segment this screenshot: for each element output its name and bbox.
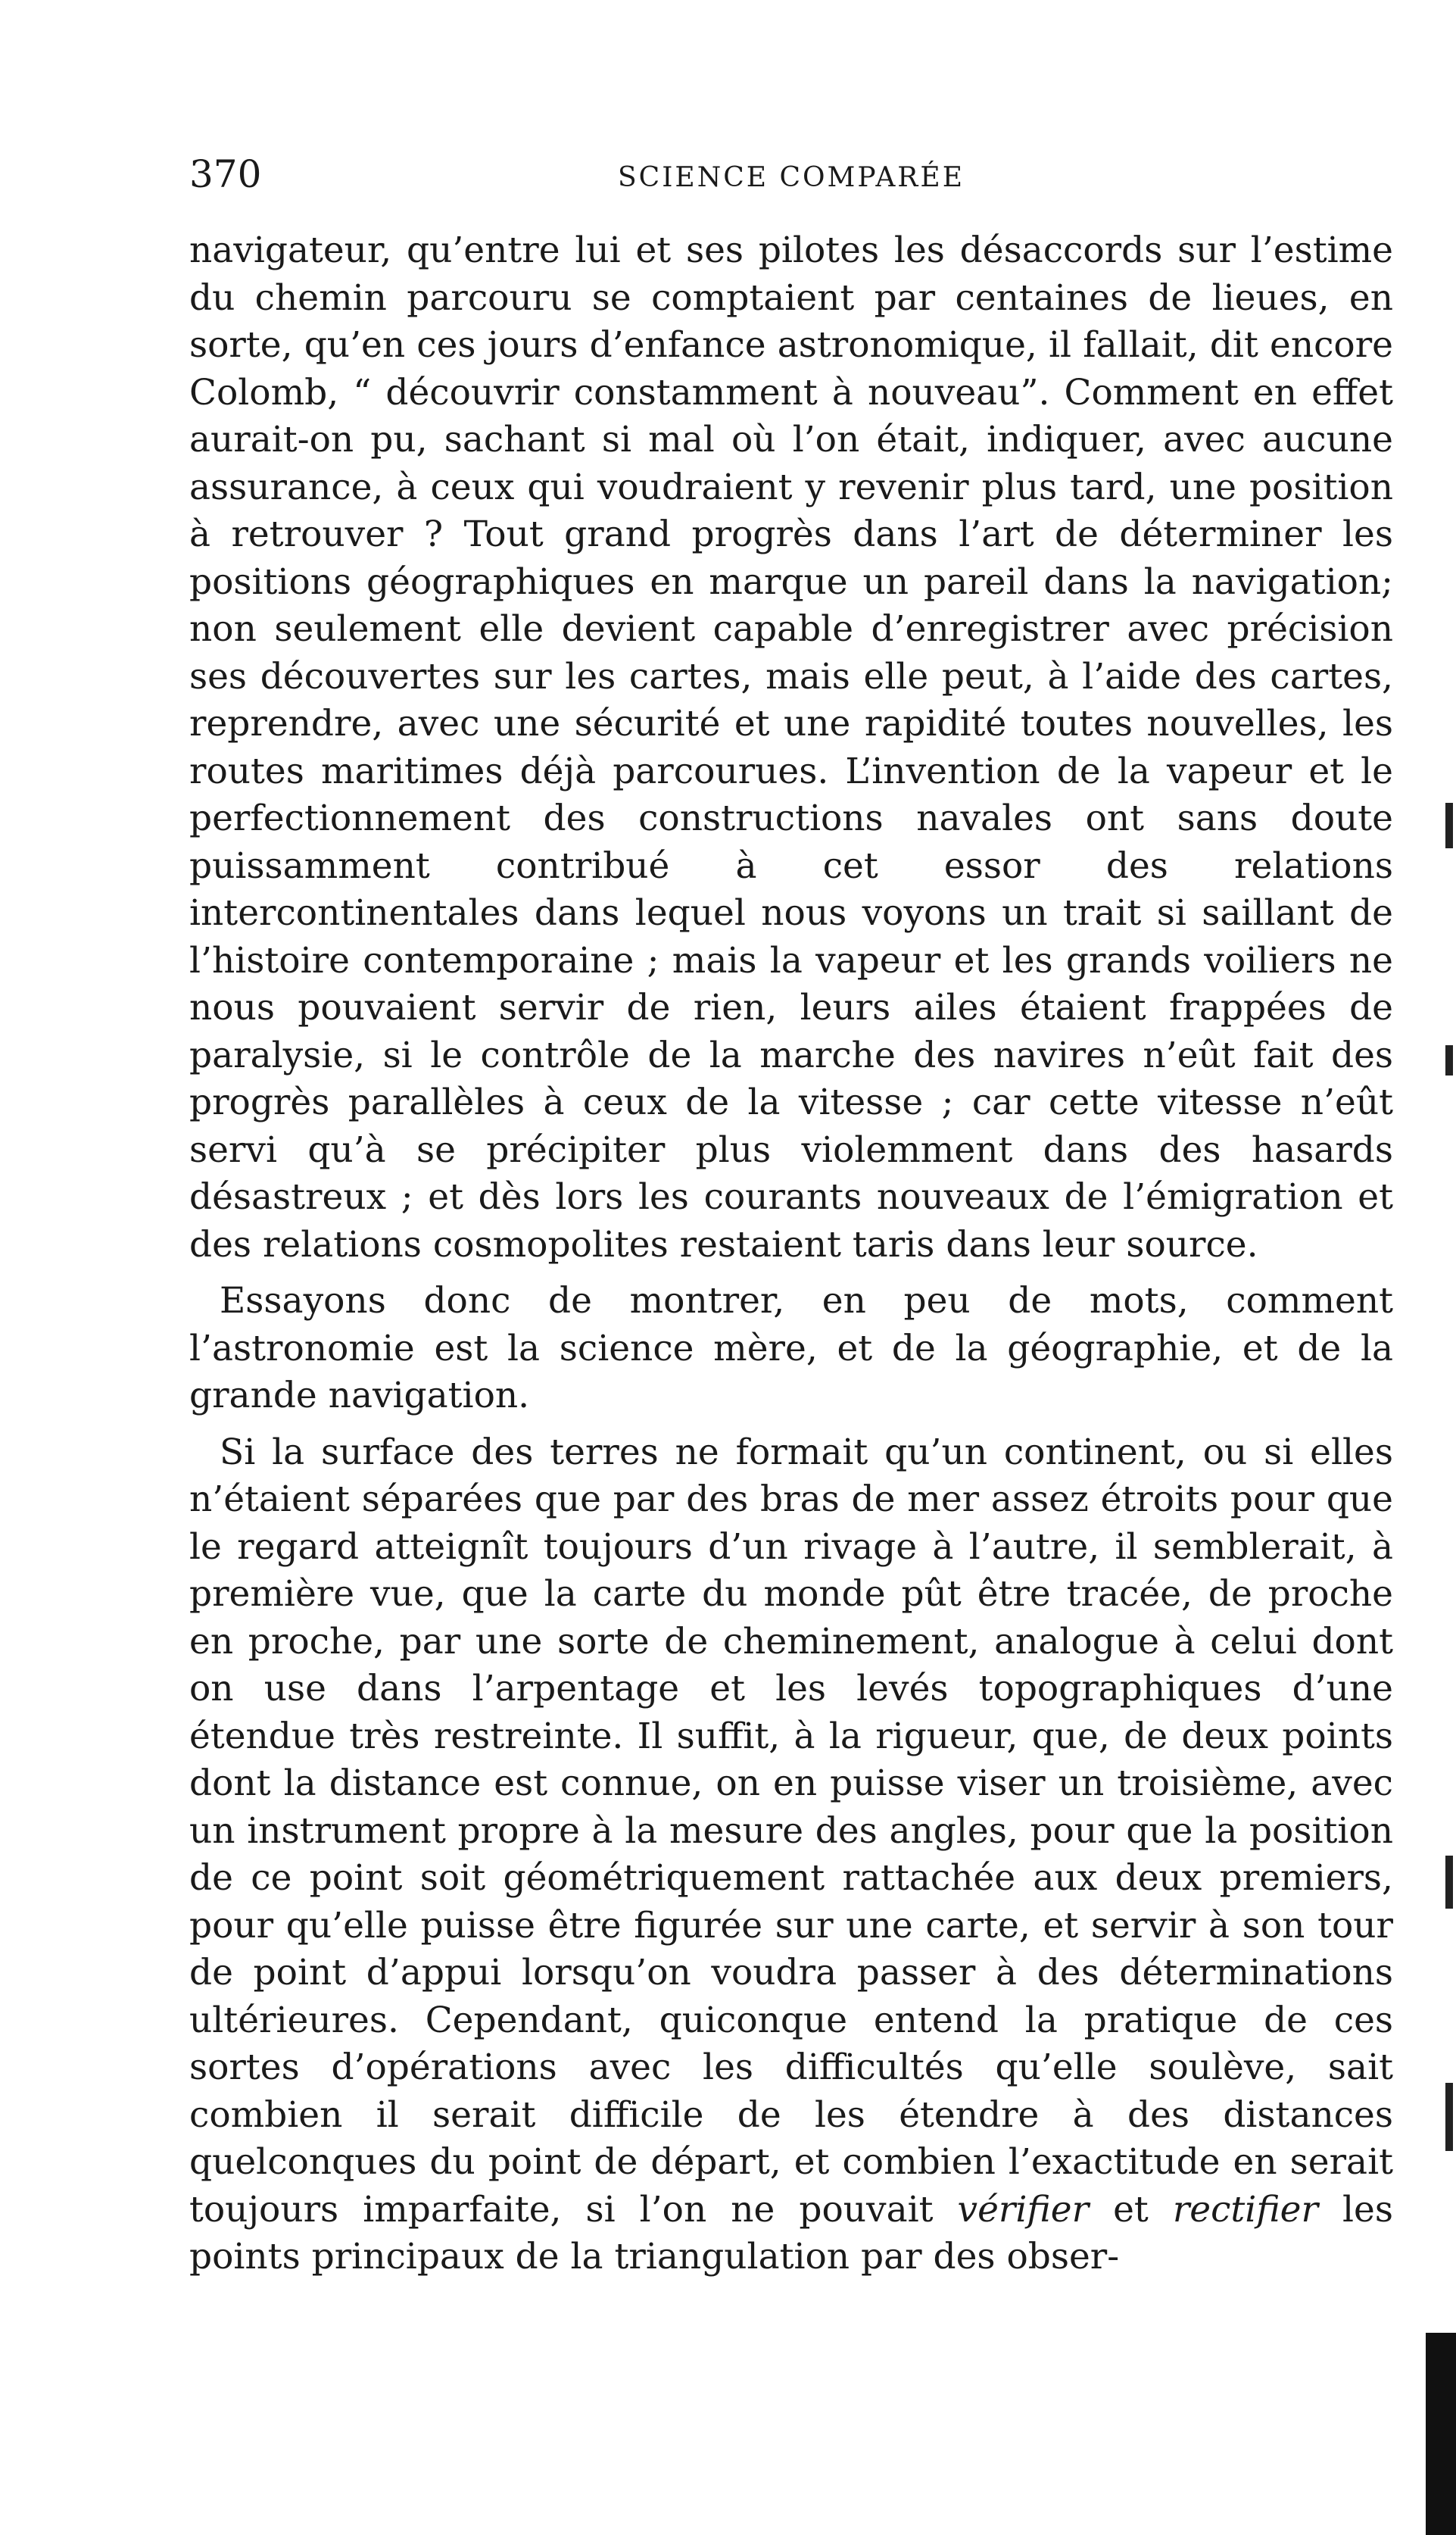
scan-edge-tick [1445,803,1453,848]
page-header [189,148,1393,208]
scan-edge-tick [1445,2083,1453,2151]
paragraph-3-text-after: les points principaux de la triangulation par des obser- [189,2188,1393,2277]
paragraph-3-text-before: Si la surface des terres ne formait qu’un continent, ou si elles n’étaient séparées que par des bras de mer assez étroits pour que le regard atteignît toujours d’un rivage à l’autre, il semblerait, à première vue, que la carte du monde pût être tracée, de proche en proche, par une sorte de cheminement, analogue à celui dont on use dans l’arpentage et les levés topographiques d’une étendue très restreinte. Il suffit, à la rigueur, que, de deux points dont la distance est connue, on en puisse viser un troisième, avec un instrument propre à la mesure des angles, pour que la position de ce point soit géométriquement rattachée aux deux premiers, pour qu’elle puisse être figurée sur une carte, et servir à son tour de point d’appui lorsqu’on voudra passer à des déterminations ultérieures. Cependant, quiconque entend la pratique de ces sortes d’opérations avec les difficultés qu’elle soulève, sait combien il serait difficile de les étendre à des distances quelconques du point de départ, et combien l’exactitude en serait toujours imparfaite, si l’on ne pouvait [189,1431,1393,2231]
body-text [189,227,1393,2290]
scan-edge-tick [1445,1045,1453,1076]
emphasis-rectifier: rectifier [1172,2188,1318,2231]
emphasis-verifier: vérifier [957,2188,1090,2231]
page-number: 370 [189,152,262,196]
paragraph-3 [189,1429,1393,2281]
running-title: SCIENCE COMPARÉE [618,162,965,193]
paragraph-3-text-mid: et [1113,2188,1149,2231]
scan-edge-shadow [1426,2333,1456,2535]
scan-edge-tick [1445,1856,1453,1909]
paragraph-2: Essayons donc de montrer, en peu de mots, comment l’astronomie est la science mère, et de la géographie, et de la grande navigation. [189,1280,1393,1416]
paragraph-1: navigateur, qu’entre lui et ses pilotes les désaccords sur l’estime du chemin parcouru se comptaient par centaines de lieues, en sorte, qu’en ces jours d’enfance astronomique, il fallait, dit encore Colomb, “ découvrir constamment à nouveau”. Comment en effet aurait-on pu, sachant si mal où l’on était, indiquer, avec aucune assurance, à ceux qui voudraient y revenir plus tard, une position à retrouver ? Tout grand progrès dans l’art de déterminer les positions géographiques en marque un pareil dans la navigation; non seulement elle devient capable d’enregistrer avec précision ses découvertes sur les cartes, mais elle peut, à l’aide des cartes, reprendre, avec une sécurité et une rapidité toutes nouvelles, les routes maritimes déjà parcourues. L’invention de la vapeur et le perfectionnement des constructions navales ont sans doute puissamment contribué à cet essor des relations intercontinentales dans lequel nous voyons un trait si saillant de l’histoire contemporaine ; mais la vapeur et les grands voiliers ne nous pouvaient servir de rien, leurs ailes étaient frappées de paralysie, si le contrôle de la marche des navires n’eût fait des progrès parallèles à ceux de la vitesse ; car cette vitesse n’eût servi qu’à se précipiter plus violemment dans des hasards désastreux ; et dès lors les courants nouveaux de l’émigration et des relations cosmopolites restaient taris dans leur source. [189,229,1393,1266]
